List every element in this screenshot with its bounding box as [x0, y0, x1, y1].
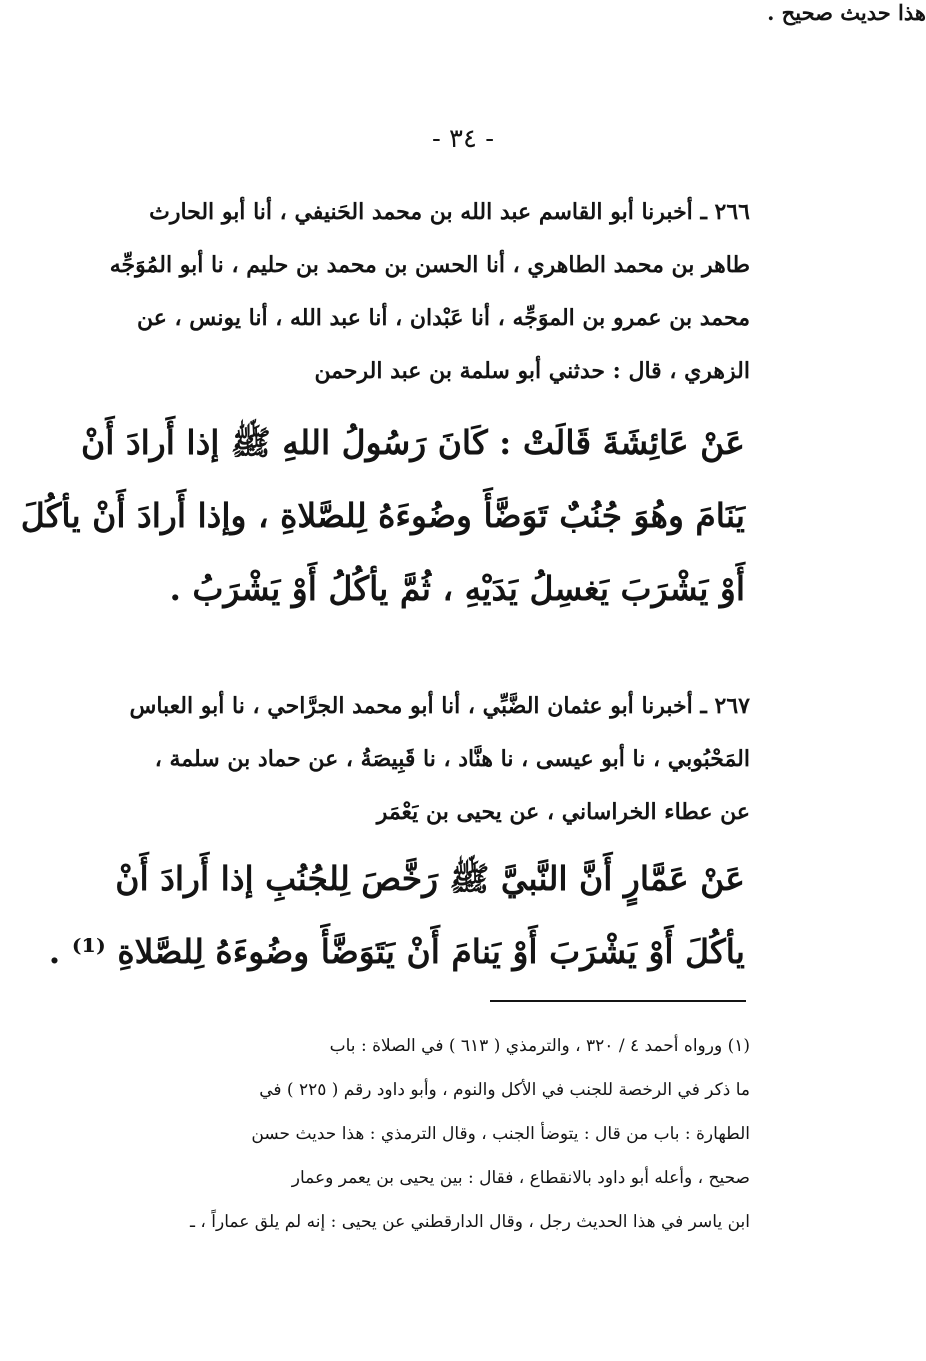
hadith-267-chain [100, 680, 750, 839]
matn-line: يَنَامَ وهُوَ جُنُبٌ تَوَضَّأَ وضُوءَهُ لِلصَّلاةِ ، وإذا أَرادَ أَنْ يأكُلَ [20, 496, 745, 535]
hadith-266-matn [20, 406, 745, 625]
chain-line: عن عطاء الخراساني ، عن يحيى بن يَعْمَر [376, 799, 750, 825]
footnote-line: ابن ياسر في هذا الحديث رجل ، وقال الدارقطني عن يحيى : إنه لم يلق عماراً ، ـ [190, 1212, 750, 1232]
footnotes [95, 1024, 750, 1244]
hadith-267-matn [48, 842, 745, 988]
chain-line: الزهري ، قال : حدثني أبو سلمة بن عبد الرحمن [314, 358, 750, 384]
footnote-line: الطهارة : باب من قال : يتوضأ الجنب ، وقال الترمذي : هذا حديث حسن [251, 1124, 750, 1144]
matn-line: يأكُلَ أَوْ يَشْرَبَ أَوْ يَنامَ أَنْ يَتَوَضَّأَ وضُوءَهُ لِلصَّلاةِ ⁽¹⁾ . [48, 932, 745, 971]
chain-line: ٢٦٦ ـ أخبرنا أبو القاسم عبد الله بن محمد الحَنيفي ، أنا أبو الحارث [149, 199, 750, 225]
page-number: - ٣٤ - [431, 124, 495, 154]
matn-line: عَنْ عَائِشَةَ قَالَتْ : كَانَ رَسُولُ اللهِ ﷺ إذا أَرادَ أَنْ [81, 423, 745, 462]
footnote-divider [490, 1000, 746, 1002]
footnote-line: (١) ورواه أحمد ٤ / ٣٢٠ ، والترمذي ( ٦١٣ ) في الصلاة : باب [329, 1036, 750, 1056]
footnote-line: ما ذكر في الرخصة للجنب في الأكل والنوم ، وأبو داود رقم ( ٢٢٥ ) في [259, 1080, 750, 1100]
chain-line: ٢٦٧ ـ أخبرنا أبو عثمان الضَّبِّي ، أنا أبو محمد الجرَّاحي ، نا أبو العباس [129, 693, 750, 719]
chain-line: طاهر بن محمد الطاهري ، أنا الحسن بن محمد بن حليم ، نا أبو المُوَجِّه [109, 252, 750, 278]
hadith-266-chain [100, 186, 750, 398]
footnote-line: صحيح ، وأعله أبو داود بالانقطاع ، فقال : بين يحيى بن يعمر وعمار [291, 1168, 750, 1188]
chain-line: محمد بن عمرو بن الموَجِّه ، أنا عَبْدان ، أنا عبد الله ، أنا يونس ، عن [137, 305, 750, 331]
matn-line: أَوْ يَشْرَبَ يَغسِلُ يَدَيْهِ ، ثُمَّ يأكُلُ أَوْ يَشْرَبُ . [169, 569, 745, 608]
chain-line: المَحْبُوبي ، نا أبو عيسى ، نا هنَّاد ، نا قَبِيصَةُ ، عن حماد بن سلمة ، [154, 746, 750, 772]
matn-line: عَنْ عَمَّارٍ أَنَّ النَّبيَّ ﷺ رَخَّصَ لِلجُنُبِ إذا أَرادَ أَنْ [115, 859, 745, 898]
hadith-266-verdict: هذا حديث صحيح . [767, 0, 926, 25]
